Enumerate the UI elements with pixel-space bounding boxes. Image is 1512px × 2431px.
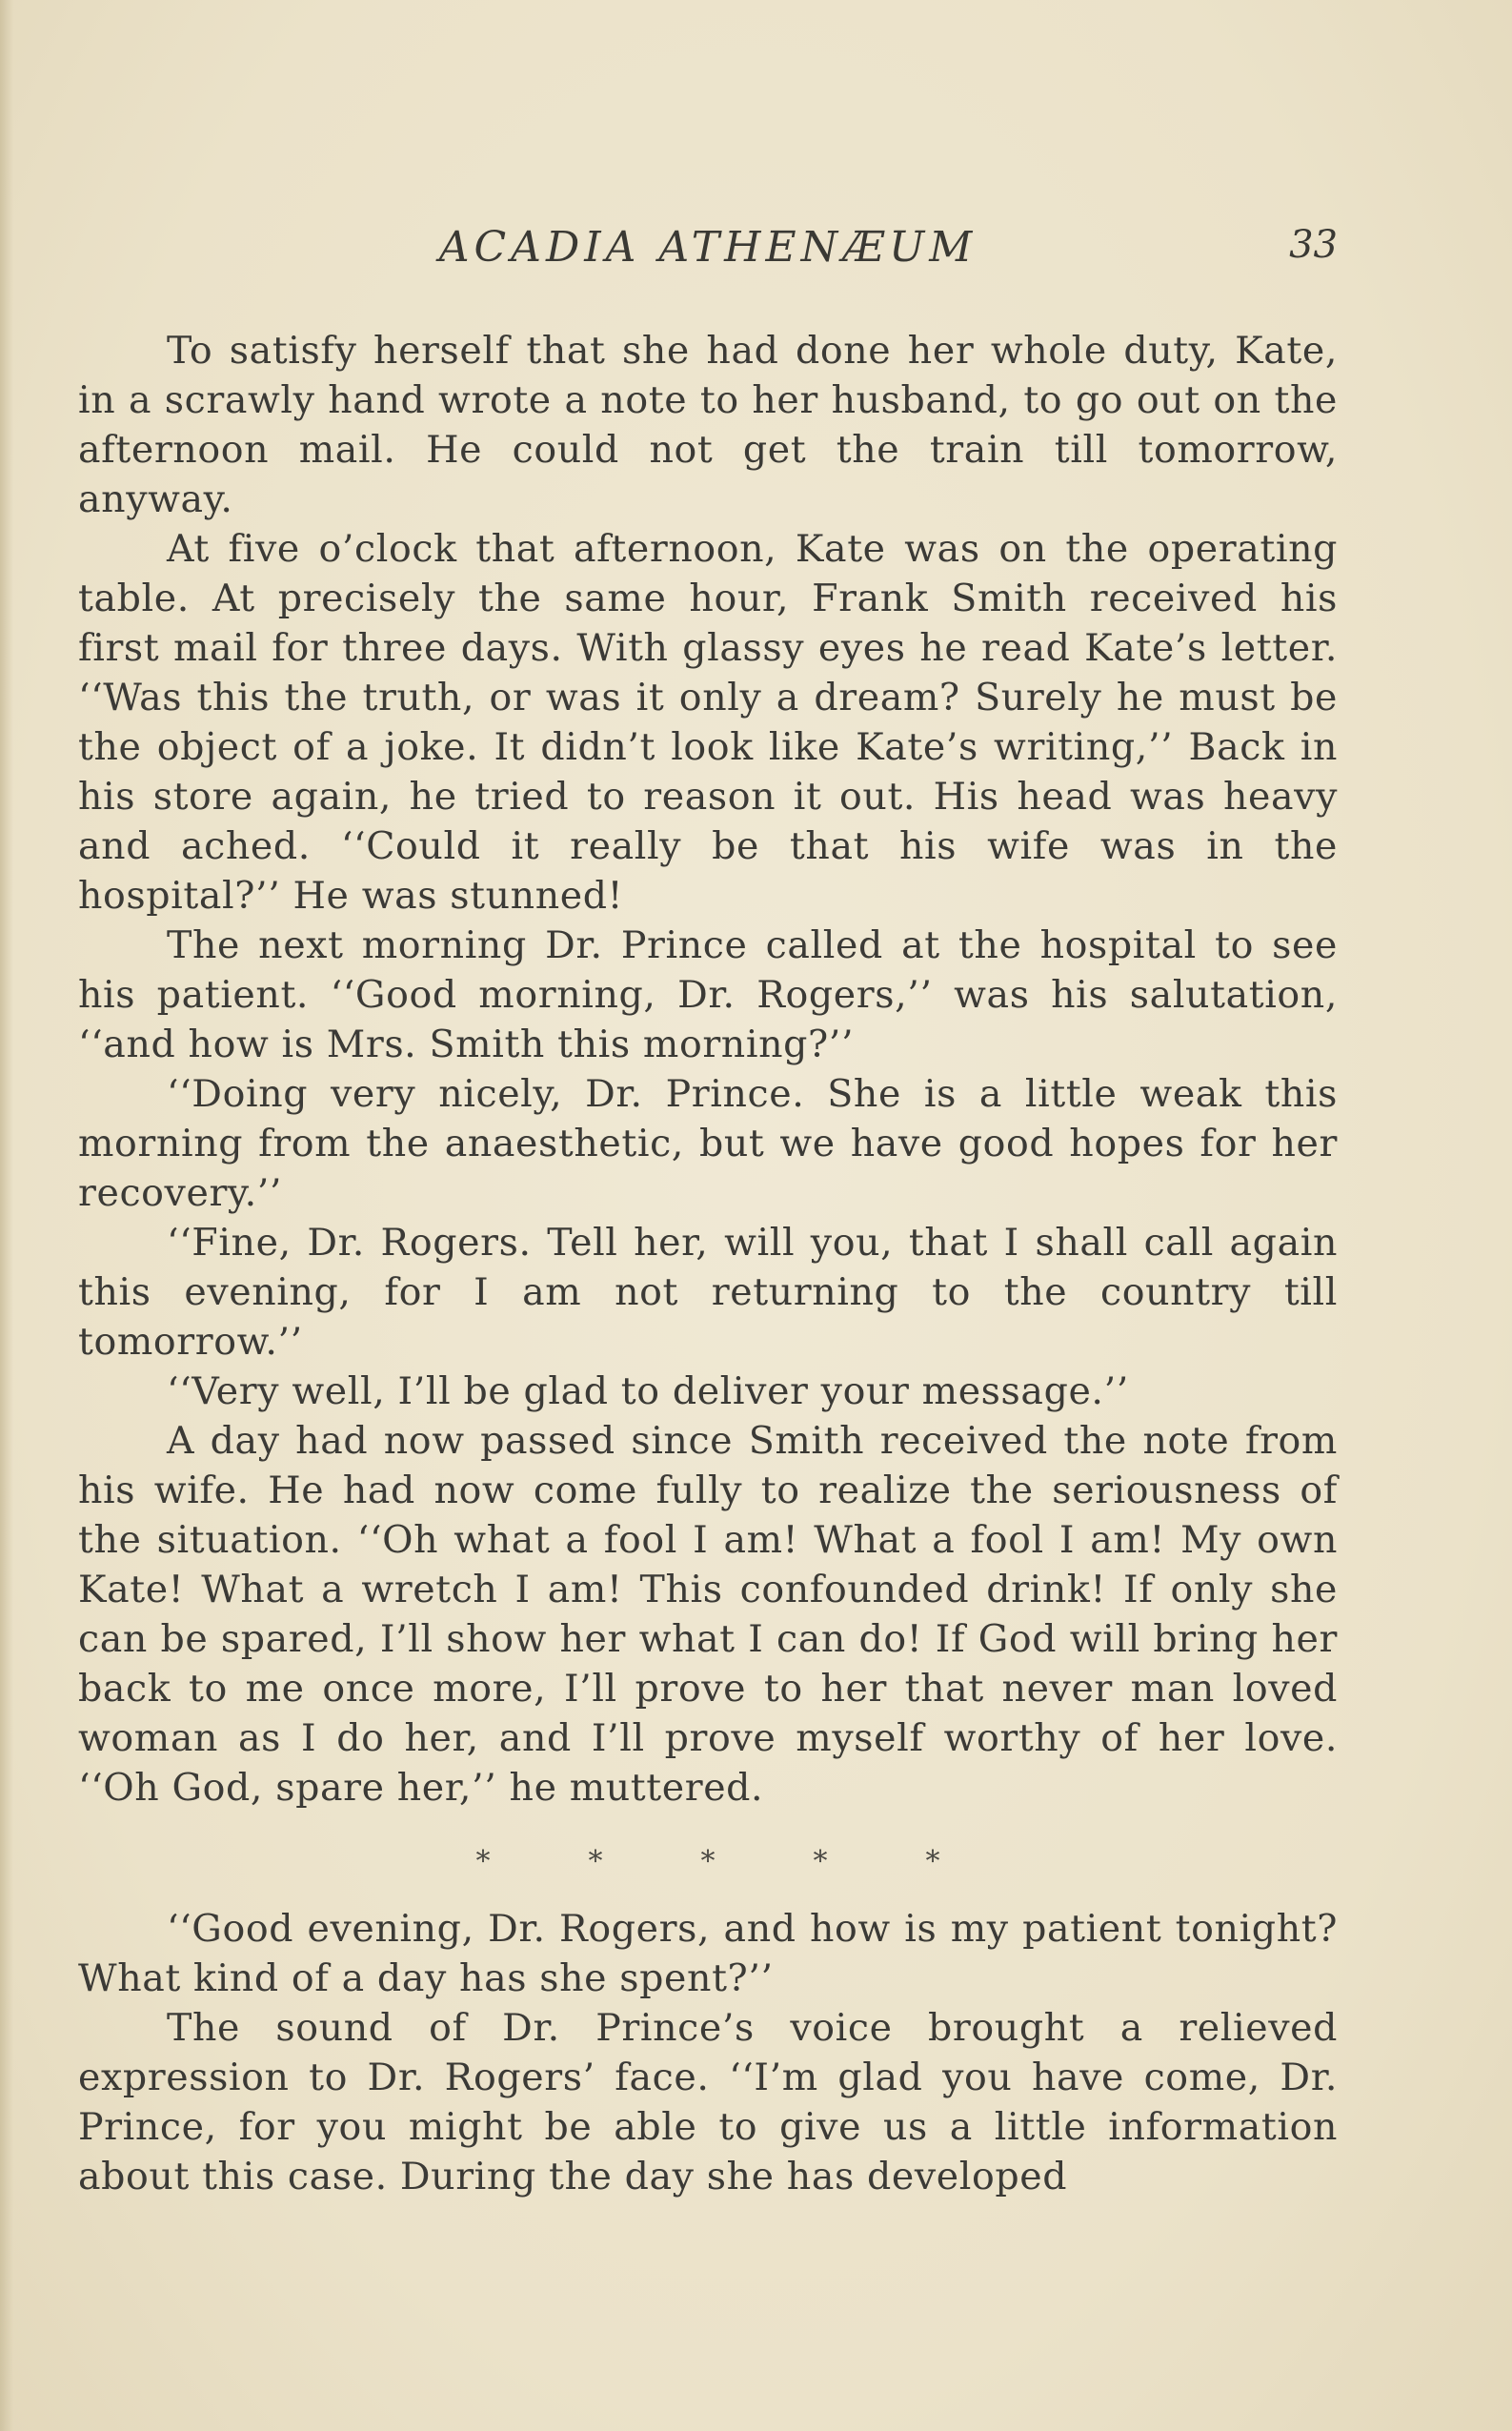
page-header (78, 217, 1338, 284)
body-text (78, 326, 1338, 2201)
running-title: ACADIA ATHENÆUM (438, 223, 978, 272)
asterisk: * (588, 1845, 603, 1878)
paragraph: ‘‘Doing very nicely, Dr. Prince. She is a little weak this morning from the anaesthetic, but we have good hopes for her recovery.’’ (78, 1072, 1338, 1215)
paragraph: To satisfy herself that she had done her whole duty, Kate, in a scrawly hand wrote a note to her husband, to go out on the afternoon mail. He could not get the train till tomorrow, anyway. (78, 329, 1338, 521)
asterisk: * (925, 1845, 940, 1878)
paragraph: The next morning Dr. Prince called at the hospital to see his patient. ‘‘Good morning, Dr. Rogers,’’ was his salutation, ‘‘and how is Mrs. Smith this morning?’’ (78, 923, 1338, 1066)
paragraph: The sound of Dr. Prince’s voice brought a relieved expression to Dr. Rogers’ face. ‘‘I’m glad you have come, Dr. Prince, for you might be able to give us a little information about this case. During the day she has developed (78, 2006, 1338, 2198)
section-break (78, 1843, 1338, 1881)
paragraph: ‘‘Fine, Dr. Rogers. Tell her, will you, that I shall call again this evening, for I am not returning to the country till tomorrow.’’ (78, 1221, 1338, 1364)
paragraph: ‘‘Very well, I’ll be glad to deliver your message.’’ (167, 1369, 1129, 1413)
page-number: 33 (1289, 223, 1338, 267)
asterisk: * (700, 1845, 716, 1878)
asterisk: * (813, 1845, 828, 1878)
asterisk: * (475, 1845, 491, 1878)
paragraph: At five o’clock that afternoon, Kate was on the operating table. At precisely the same hour, Frank Smith received his first mail for three days. With glassy eyes he read Kate’s letter. ‘‘Was this the truth, or was it only a dream? Surely he must be the object of a joke. It didn’t look like Kate’s writing,’’ Back in his store again, he tried to reason it out. His head was heavy and ached. ‘‘Could it really be that his wife was in the hospital?’’ He was stunned! (78, 527, 1338, 918)
paragraph: A day had now passed since Smith received the note from his wife. He had now come fully to realize the seriousness of the situation. ‘‘Oh what a fool I am! What a fool I am! My own Kate! What a wretch I am! This confounded drink! If only she can be spared, I’ll show her what I can do! If God will bring her back to me once more, I’ll prove to her that never man loved woman as I do her, and I’ll prove myself worthy of her love. ‘‘Oh God, spare her,’’ he muttered. (78, 1419, 1338, 1810)
page-edge-shadow (0, 0, 13, 2431)
paragraph: ‘‘Good evening, Dr. Rogers, and how is my patient tonight? What kind of a day has she spent?’’ (78, 1907, 1338, 2000)
